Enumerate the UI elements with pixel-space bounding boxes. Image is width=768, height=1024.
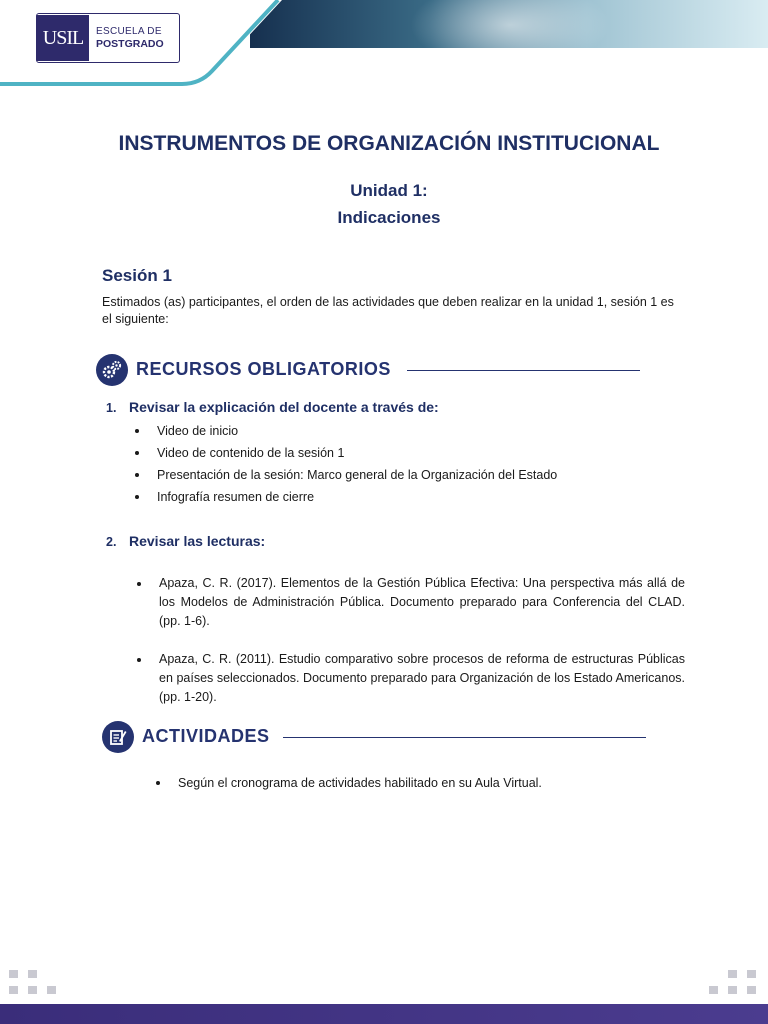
reading-item: Apaza, C. R. (2017). Elementos de la Gestión Pública Efectiva: Una perspectiva más allá de los Modelos de Administración Pública. Documento preparado para Conferencia del CLAD. (pp. 1-6).	[137, 574, 685, 631]
footer-dots-right	[709, 970, 759, 1000]
item-number: 1.	[106, 401, 117, 415]
item-title: Revisar la explicación del docente a través de:	[129, 399, 439, 415]
item-number: 2.	[106, 535, 117, 549]
usil-logo	[36, 13, 180, 63]
logo-line-2: POSTGRADO	[96, 38, 164, 50]
list-item: Infografía resumen de cierre	[135, 486, 557, 508]
document-title: INSTRUMENTOS DE ORGANIZACIÓN INSTITUCIONAL	[118, 132, 660, 155]
list-item: Video de contenido de la sesión 1	[135, 442, 557, 464]
gears-icon	[96, 354, 128, 386]
unit-title: Unidad 1:	[350, 181, 428, 200]
unit-subtitle: Indicaciones	[337, 208, 441, 227]
resources-heading: RECURSOS OBLIGATORIOS	[136, 359, 391, 379]
footer-bar	[0, 1004, 768, 1024]
explanation-list	[135, 420, 557, 508]
resources-item-2	[106, 533, 265, 549]
item-title: Revisar las lecturas:	[129, 533, 266, 549]
logo-line-1: ESCUELA DE	[96, 26, 162, 37]
reading-item: Apaza, C. R. (2011). Estudio comparativo sobre procesos de reforma de estructuras Públicas en países seleccionados. Documento preparado para Organización de los Estado Americanos. (pp. 1-20).	[137, 650, 685, 707]
session-heading: Sesión 1	[102, 266, 172, 285]
list-item: Presentación de la sesión: Marco general de la Organización del Estado	[135, 464, 557, 486]
list-item: Según el cronograma de actividades habilitado en su Aula Virtual.	[156, 772, 542, 794]
footer-dots-left	[9, 970, 59, 1000]
intro-paragraph: Estimados (as) participantes, el orden de las actividades que deben realizar en la unidad 1, sesión 1 es el siguiente:	[102, 295, 674, 326]
resources-item-1	[106, 399, 439, 415]
activities-list	[156, 772, 542, 794]
list-item: Video de inicio	[135, 420, 557, 442]
activities-heading: ACTIVIDADES	[142, 726, 270, 746]
document-edit-icon	[102, 721, 134, 753]
logo-mark: USIL	[37, 15, 89, 61]
activities-divider	[283, 737, 646, 738]
resources-divider	[407, 370, 640, 371]
